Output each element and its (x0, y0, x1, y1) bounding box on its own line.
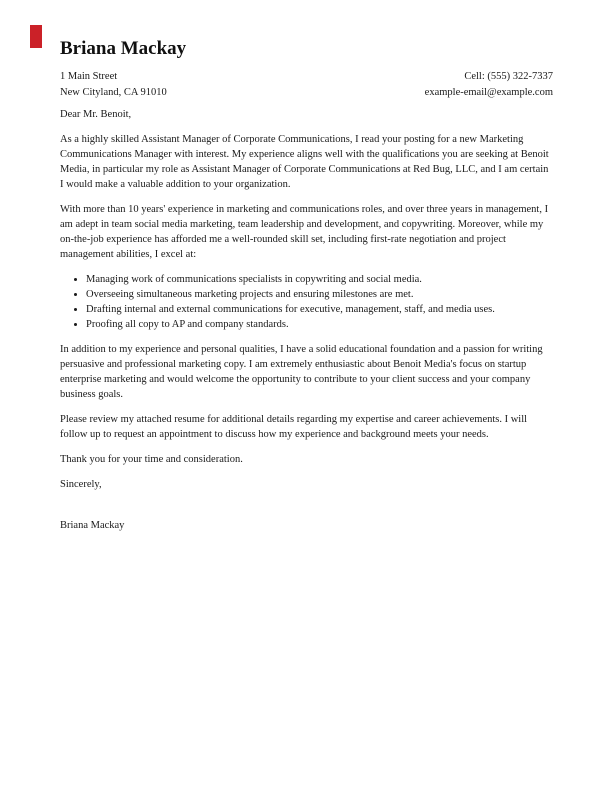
sender-name: Briana Mackay (60, 38, 187, 59)
contact-info (60, 69, 553, 101)
phone-number: Cell: (555) 322-7337 (464, 71, 553, 82)
skills-list (60, 272, 553, 332)
email-address: example-email@example.com (424, 87, 553, 98)
address-line-1: 1 Main Street (60, 71, 118, 82)
red-accent-mark (30, 25, 42, 48)
paragraph-experience: With more than 10 years' experience in marketing and communications roles, and over three years in management, I am adept in team social media marketing, team leadership and development, and copywriting. Moreover, while my on-the-job experience has afforded me a well-rounded skill set, including first-rate negotiation and project management abilities, I excel at: (60, 204, 549, 260)
salutation: Dear Mr. Benoit, (60, 109, 132, 120)
sender-address (60, 69, 167, 101)
paragraph-follow-up: Please review my attached resume for additional details regarding my expertise and career achievements. I will follow up to request an appointment to discuss how my experience and background meets your needs. (60, 414, 528, 440)
skills-item-1: • Managing work of communications specialists in copywriting and social media. (86, 272, 553, 287)
signature-name: Briana Mackay (60, 520, 125, 531)
paragraph-thanks: Thank you for your time and consideration. (60, 454, 243, 465)
skills-item-3: • Drafting internal and external communications for executive, management, staff, and media uses. (86, 302, 553, 317)
address-line-2: New Cityland, CA 91010 (60, 87, 167, 98)
paragraph-introduction: As a highly skilled Assistant Manager of Corporate Communications, I read your posting for a new Marketing Communications Manager with interest. My experience aligns well with the qualifications you are seeking at Benoit Media, in particular my role as Assistant Manager of Corporate Communications at Red Bug, LLC, and I am certain I would make a valuable addition to your organization. (60, 134, 549, 190)
skills-item-2: • Overseeing simultaneous marketing projects and ensuring milestones are met. (86, 287, 553, 302)
sender-contact (425, 69, 553, 101)
closing: Sincerely, (60, 479, 102, 490)
skills-item-4: • Proofing all copy to AP and company standards. (86, 317, 553, 332)
paragraph-education-passion: In addition to my experience and personal qualities, I have a solid educational foundation and a passion for writing persuasive and professional marketing copy. I am extremely enthusiastic about Benoit Media's focus on startup enterprise marketing and would welcome the opportunity to contribute to your client success and your company business goals. (60, 344, 543, 400)
